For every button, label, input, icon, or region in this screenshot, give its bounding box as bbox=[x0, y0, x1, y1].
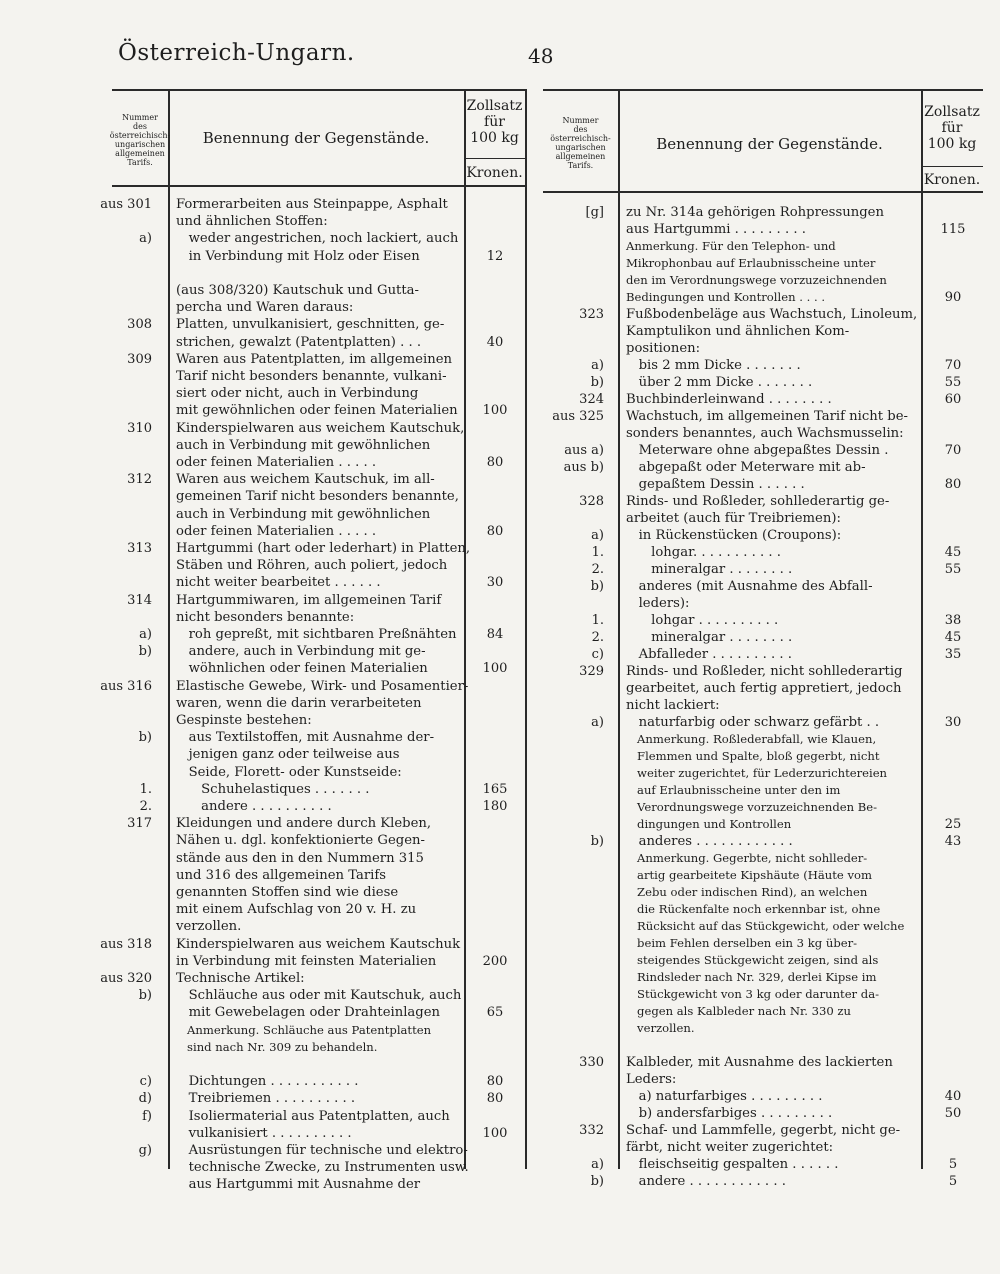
tariff-rate: 70 bbox=[944, 358, 962, 373]
tariff-rate: 90 bbox=[944, 290, 962, 305]
tariff-description: gemeinen Tarif nicht besonders benannte, bbox=[176, 489, 459, 505]
tariff-number: aus 325 bbox=[552, 409, 604, 424]
column-header-name: Benennung der Gegenstände. bbox=[202, 129, 430, 147]
tariff-note-line: Rücksicht auf das Stückgewicht, oder welche bbox=[626, 919, 905, 933]
tariff-number: b) bbox=[590, 834, 604, 849]
tariff-description: aus Hartgummi . . . . . . . . . bbox=[626, 222, 806, 237]
tariff-description: Gespinste bestehen: bbox=[176, 713, 312, 728]
tariff-number: 1. bbox=[591, 613, 604, 628]
tariff-note-line: auf Erlaubnisscheine unter den im bbox=[626, 783, 841, 797]
tariff-description: Fußbodenbeläge aus Wachstuch, Linoleum, bbox=[626, 307, 918, 322]
tariff-note-line: Stückgewicht von 3 kg oder darunter da- bbox=[626, 987, 880, 1001]
tariff-note-line: den im Verordnungswege vorzuzeichnenden bbox=[626, 273, 887, 287]
tariff-description: Kalbleder, mit Ausnahme des lackierten bbox=[626, 1055, 893, 1070]
page-number: 48 bbox=[528, 44, 554, 68]
tariff-number: 328 bbox=[579, 494, 604, 509]
tariff-description: mit einem Aufschlag von 20 v. H. zu bbox=[176, 902, 417, 918]
tariff-rate: 5 bbox=[948, 1157, 958, 1172]
tariff-description: Schaf- und Lammfelle, gegerbt, nicht ge- bbox=[626, 1123, 901, 1138]
tariff-description: Kinderspielwaren aus weichem Kautschuk bbox=[176, 936, 461, 952]
tariff-description: auch in Verbindung mit gewöhnlichen bbox=[176, 437, 431, 453]
tariff-description: sonders benanntes, auch Wachsmusselin: bbox=[626, 426, 904, 441]
tariff-number: a) bbox=[139, 627, 152, 642]
tariff-description: Rinds- und Roßleder, sohllederartig ge- bbox=[626, 494, 890, 509]
tariff-number: 2. bbox=[139, 799, 152, 814]
tariff-description: Wachstuch, im allgemeinen Tarif nicht be- bbox=[626, 409, 908, 424]
tariff-description: Platten, unvulkanisiert, geschnitten, ge- bbox=[176, 317, 445, 333]
tariff-number: 329 bbox=[579, 664, 604, 679]
tariff-number: c) bbox=[139, 1074, 152, 1090]
tariff-note-line: sind nach Nr. 309 zu behandeln. bbox=[176, 1039, 378, 1054]
tariff-description: stände aus den in den Nummern 315 bbox=[176, 850, 424, 866]
tariff-description: wöhnlichen oder feinen Materialien bbox=[176, 661, 428, 677]
tariff-description: andere . . . . . . . . . . . . bbox=[626, 1174, 786, 1189]
tariff-description: Formerarbeiten aus Steinpappe, Asphalt bbox=[176, 197, 448, 212]
tariff-rate: 100 bbox=[482, 661, 508, 677]
tariff-description: nicht besonders benannte: bbox=[176, 609, 355, 625]
tariff-description: arbeitet (auch für Treibriemen): bbox=[626, 511, 841, 526]
tariff-number: 309 bbox=[127, 351, 152, 367]
tariff-description: Waren aus Patentplatten, im allgemeinen bbox=[176, 351, 452, 367]
tariff-number: 2. bbox=[591, 562, 604, 577]
tariff-rate: 35 bbox=[944, 647, 962, 662]
tariff-description: Isoliermaterial aus Patentplatten, auch bbox=[176, 1108, 450, 1124]
tariff-description: lohgar. . . . . . . . . . . bbox=[626, 545, 781, 560]
tariff-number: [g] bbox=[585, 205, 604, 220]
tariff-description: Kinderspielwaren aus weichem Kautschuk, bbox=[176, 420, 465, 436]
tariff-rate: 38 bbox=[944, 613, 962, 628]
tariff-description: mit gewöhnlichen oder feinen Materialien bbox=[176, 403, 458, 419]
tariff-number: a) bbox=[139, 231, 152, 247]
tariff-rate: 100 bbox=[482, 1125, 508, 1141]
tariff-description: leders): bbox=[626, 596, 690, 611]
tariff-note-line: Anmerkung. Schläuche aus Patentplatten bbox=[176, 1022, 432, 1037]
tariff-description: b) andersfarbiges . . . . . . . . . bbox=[626, 1106, 833, 1121]
tariff-description: Meterware ohne abgepaßtes Dessin . bbox=[626, 443, 889, 458]
tariff-description: Waren aus weichem Kautschuk, im all- bbox=[176, 472, 435, 488]
tariff-number: aus 316 bbox=[100, 678, 152, 694]
tariff-description: in Rückenstücken (Croupons): bbox=[626, 528, 842, 543]
tariff-description: Leders: bbox=[626, 1072, 677, 1087]
tariff-number: c) bbox=[591, 647, 604, 662]
tariff-note-line: Anmerkung. Für den Telephon- und bbox=[626, 239, 836, 253]
tariff-description: oder feinen Materialien . . . . . bbox=[176, 455, 377, 470]
tariff-number: a) bbox=[591, 1157, 604, 1172]
tariff-description: a) naturfarbiges . . . . . . . . . bbox=[626, 1089, 823, 1104]
tariff-number: d) bbox=[138, 1091, 152, 1107]
tariff-number: 1. bbox=[139, 781, 152, 797]
tariff-description: Tarif nicht besonders benannte, vulkani- bbox=[176, 369, 447, 384]
tariff-description: gepaßtem Dessin . . . . . . bbox=[626, 477, 805, 492]
tariff-rate: 30 bbox=[486, 575, 504, 591]
tariff-description: percha und Waren daraus: bbox=[176, 300, 354, 316]
tariff-rate: 200 bbox=[482, 953, 508, 969]
tariff-description: genannten Stoffen sind wie diese bbox=[176, 885, 399, 900]
tariff-description: Buchbinderleinwand . . . . . . . . bbox=[626, 392, 832, 407]
tariff-description: Schläuche aus oder mit Kautschuk, auch bbox=[176, 988, 462, 1004]
tariff-rate: 55 bbox=[944, 375, 962, 390]
page-header-country: Österreich-Ungarn. bbox=[118, 40, 355, 66]
tariff-number: b) bbox=[590, 579, 604, 594]
column-header-unit-right: Kronen. bbox=[923, 172, 981, 188]
tariff-description: strichen, gewalzt (Patentplatten) . . . bbox=[176, 334, 422, 350]
tariff-description: jenigen ganz oder teilweise aus bbox=[176, 747, 400, 763]
tariff-number: g) bbox=[138, 1143, 152, 1158]
tariff-description: Treibriemen . . . . . . . . . . bbox=[176, 1091, 356, 1107]
tariff-number: 323 bbox=[579, 307, 604, 322]
tariff-number: a) bbox=[591, 528, 604, 543]
tariff-note-line: artig gearbeitete Kipshäute (Häute vom bbox=[626, 868, 872, 882]
tariff-description: nicht lackiert: bbox=[626, 698, 720, 713]
tariff-rate: 65 bbox=[486, 1005, 504, 1021]
tariff-rate: 43 bbox=[944, 834, 962, 849]
tariff-number: a) bbox=[591, 358, 604, 373]
tariff-description: Schuhelastiques . . . . . . . bbox=[176, 781, 370, 797]
tariff-number: 317 bbox=[127, 816, 152, 832]
tariff-description: mineralgar . . . . . . . . bbox=[626, 562, 793, 577]
tariff-note-line: die Rückenfalte noch erkennbar ist, ohne bbox=[626, 902, 881, 916]
tariff-description: in Verbindung mit Holz oder Eisen bbox=[176, 248, 420, 264]
tariff-rate: 45 bbox=[944, 630, 962, 645]
tariff-rate: 50 bbox=[944, 1106, 962, 1121]
tariff-number: aus a) bbox=[564, 443, 604, 458]
tariff-number: aus 320 bbox=[100, 971, 152, 986]
column-header-name-right: Benennung der Gegenstände. bbox=[656, 135, 883, 153]
column-header-number-right: Nummer des österreichisch- ungarischen allgemeinen Tarifs. bbox=[550, 116, 611, 170]
tariff-number: 310 bbox=[127, 420, 152, 436]
tariff-description: Kleidungen und andere durch Kleben, bbox=[176, 816, 432, 832]
tariff-description: Abfalleder . . . . . . . . . . bbox=[626, 647, 792, 662]
tariff-note-line: Bedingungen und Kontrollen . . . . bbox=[626, 290, 826, 304]
tariff-rate: 100 bbox=[482, 403, 508, 419]
tariff-number: b) bbox=[138, 730, 152, 746]
tariff-number: b) bbox=[590, 1174, 604, 1189]
tariff-note-line: Rindsleder nach Nr. 329, derlei Kipse im bbox=[626, 970, 877, 984]
tariff-description: anderes (mit Ausnahme des Abfall- bbox=[626, 579, 873, 594]
tariff-rate: 80 bbox=[486, 1091, 504, 1107]
tariff-rate: 80 bbox=[944, 477, 962, 492]
tariff-description: nicht weiter bearbeitet . . . . . . bbox=[176, 575, 381, 591]
tariff-description: zu Nr. 314a gehörigen Rohpressungen bbox=[626, 205, 884, 220]
tariff-number: b) bbox=[138, 644, 152, 660]
tariff-description: und 316 des allgemeinen Tarifs bbox=[176, 867, 387, 883]
tariff-description: Seide, Florett- oder Kunstseide: bbox=[176, 764, 402, 780]
tariff-rate: 70 bbox=[944, 443, 962, 458]
tariff-number: 308 bbox=[127, 317, 152, 333]
tariff-note-line: beim Fehlen derselben ein 3 kg über- bbox=[626, 936, 858, 950]
tariff-rate: 5 bbox=[948, 1174, 958, 1189]
column-header-rate: Zollsatz für 100 kg bbox=[466, 98, 523, 146]
tariff-rate: 165 bbox=[482, 781, 508, 797]
tariff-number: 314 bbox=[127, 592, 152, 608]
tariff-description: aus Hartgummi mit Ausnahme der bbox=[176, 1177, 421, 1193]
tariff-description: roh gepreßt, mit sichtbaren Preßnähten bbox=[176, 627, 457, 642]
tariff-description: Nähen u. dgl. konfektionierte Gegen- bbox=[176, 833, 425, 849]
tariff-description: waren, wenn die darin verarbeiteten bbox=[176, 695, 422, 711]
tariff-description: verzollen. bbox=[176, 919, 242, 935]
tariff-description: Hartgummi (hart oder lederhart) in Platten, bbox=[176, 541, 471, 556]
tariff-description: technische Zwecke, zu Instrumenten usw. bbox=[176, 1160, 469, 1176]
tariff-description: mineralgar . . . . . . . . bbox=[626, 630, 793, 645]
tariff-rate: 180 bbox=[482, 799, 508, 814]
tariff-number: 1. bbox=[591, 545, 604, 560]
tariff-description: Dichtungen . . . . . . . . . . . bbox=[176, 1074, 359, 1090]
tariff-number: b) bbox=[590, 375, 604, 390]
tariff-description: siert oder nicht, auch in Verbindung bbox=[176, 386, 419, 402]
tariff-description: gearbeitet, auch fertig appretiert, jedoch bbox=[626, 681, 902, 696]
tariff-description: Rinds- und Roßleder, nicht sohllederartig bbox=[626, 664, 903, 679]
tariff-description: mit Gewebelagen oder Drahteinlagen bbox=[176, 1005, 441, 1021]
tariff-note-line: gegen als Kalbleder nach Nr. 330 zu bbox=[626, 1004, 852, 1018]
tariff-note-line: dingungen und Kontrollen bbox=[626, 817, 792, 831]
tariff-rate: 80 bbox=[486, 523, 504, 539]
tariff-description: vulkanisiert . . . . . . . . . . bbox=[176, 1125, 352, 1141]
tariff-description: lohgar . . . . . . . . . . bbox=[626, 613, 779, 628]
tariff-note-line: Mikrophonbau auf Erlaubnisscheine unter bbox=[626, 256, 876, 270]
column-header-number: Nummer des österreichisch- ungarischen allgemeinen Tarifs. bbox=[109, 113, 171, 167]
tariff-note-line: weiter zugerichtet, für Lederzurichtereien bbox=[626, 766, 888, 780]
tariff-note-line: Anmerkung. Gegerbte, nicht sohlleder- bbox=[626, 851, 868, 865]
tariff-rate: 55 bbox=[944, 562, 962, 577]
tariff-number: f) bbox=[142, 1108, 152, 1124]
tariff-number: 313 bbox=[127, 541, 152, 556]
tariff-description: über 2 mm Dicke . . . . . . . bbox=[626, 375, 813, 390]
tariff-description: abgepaßt oder Meterware mit ab- bbox=[626, 460, 866, 475]
tariff-rate: 80 bbox=[486, 455, 504, 470]
tariff-rate: 60 bbox=[944, 392, 962, 407]
tariff-number: 332 bbox=[579, 1123, 604, 1138]
tariff-number: 330 bbox=[579, 1055, 604, 1070]
tariff-rate: 84 bbox=[486, 627, 504, 642]
tariff-description: und ähnlichen Stoffen: bbox=[176, 214, 328, 230]
tariff-rate: 40 bbox=[944, 1089, 962, 1104]
tariff-description: aus Textilstoffen, mit Ausnahme der- bbox=[176, 730, 435, 746]
tariff-rate: 30 bbox=[944, 715, 962, 730]
tariff-description: Hartgummiwaren, im allgemeinen Tarif bbox=[176, 592, 442, 608]
tariff-number: a) bbox=[591, 715, 604, 730]
tariff-description: fleischseitig gespalten . . . . . . bbox=[626, 1157, 839, 1172]
tariff-rate: 115 bbox=[940, 222, 966, 237]
tariff-rate: 25 bbox=[944, 817, 962, 832]
column-header-rate-right: Zollsatz für 100 kg bbox=[924, 104, 980, 152]
tariff-description: naturfarbig oder schwarz gefärbt . . bbox=[626, 715, 880, 730]
tariff-description: Technische Artikel: bbox=[176, 971, 305, 986]
tariff-number: aus 301 bbox=[100, 197, 152, 212]
tariff-description: anderes . . . . . . . . . . . . bbox=[626, 834, 793, 849]
column-header-unit: Kronen. bbox=[466, 165, 523, 181]
tariff-rate: 80 bbox=[486, 1074, 504, 1090]
tariff-description: Elastische Gewebe, Wirk- und Posamentier- bbox=[176, 678, 469, 694]
tariff-note-line: steigendes Stückgewicht zeigen, sind als bbox=[626, 953, 879, 967]
tariff-description: (aus 308/320) Kautschuk und Gutta- bbox=[176, 283, 419, 298]
tariff-note-line: Zebu oder indischen Rind), an welchen bbox=[626, 885, 868, 899]
tariff-description: in Verbindung mit feinsten Materialien bbox=[176, 953, 437, 969]
tariff-note-line: Anmerkung. Roßlederabfall, wie Klauen, bbox=[626, 732, 877, 746]
tariff-rate: 40 bbox=[486, 334, 504, 350]
tariff-description: andere, auch in Verbindung mit ge- bbox=[176, 644, 426, 660]
tariff-number: aus 318 bbox=[100, 936, 152, 952]
tariff-description: positionen: bbox=[626, 341, 701, 356]
tariff-number: b) bbox=[138, 988, 152, 1004]
tariff-rate: 12 bbox=[486, 248, 504, 264]
tariff-description: Kamptulikon und ähnlichen Kom- bbox=[626, 324, 850, 339]
tariff-description: andere . . . . . . . . . . bbox=[176, 799, 332, 814]
tariff-description: färbt, nicht weiter zugerichtet: bbox=[626, 1140, 834, 1155]
tariff-number: 324 bbox=[579, 392, 604, 407]
tariff-description: weder angestrichen, noch lackiert, auch bbox=[176, 231, 459, 247]
tariff-number: 312 bbox=[127, 472, 152, 488]
tariff-note-line: Flemmen und Spalte, bloß gegerbt, nicht bbox=[626, 749, 880, 763]
tariff-rate: 45 bbox=[944, 545, 962, 560]
tariff-description: Ausrüstungen für technische und elektro- bbox=[176, 1143, 468, 1158]
tariff-description: Stäben und Röhren, auch poliert, jedoch bbox=[176, 558, 448, 574]
tariff-note-line: Verordnungswege vorzuzeichnenden Be- bbox=[626, 800, 878, 814]
tariff-description: auch in Verbindung mit gewöhnlichen bbox=[176, 506, 431, 522]
tariff-number: aus b) bbox=[563, 460, 604, 475]
tariff-number: 2. bbox=[591, 630, 604, 645]
tariff-description: bis 2 mm Dicke . . . . . . . bbox=[626, 358, 801, 373]
tariff-note-line: verzollen. bbox=[626, 1021, 695, 1035]
tariff-description: oder feinen Materialien . . . . . bbox=[176, 523, 377, 539]
